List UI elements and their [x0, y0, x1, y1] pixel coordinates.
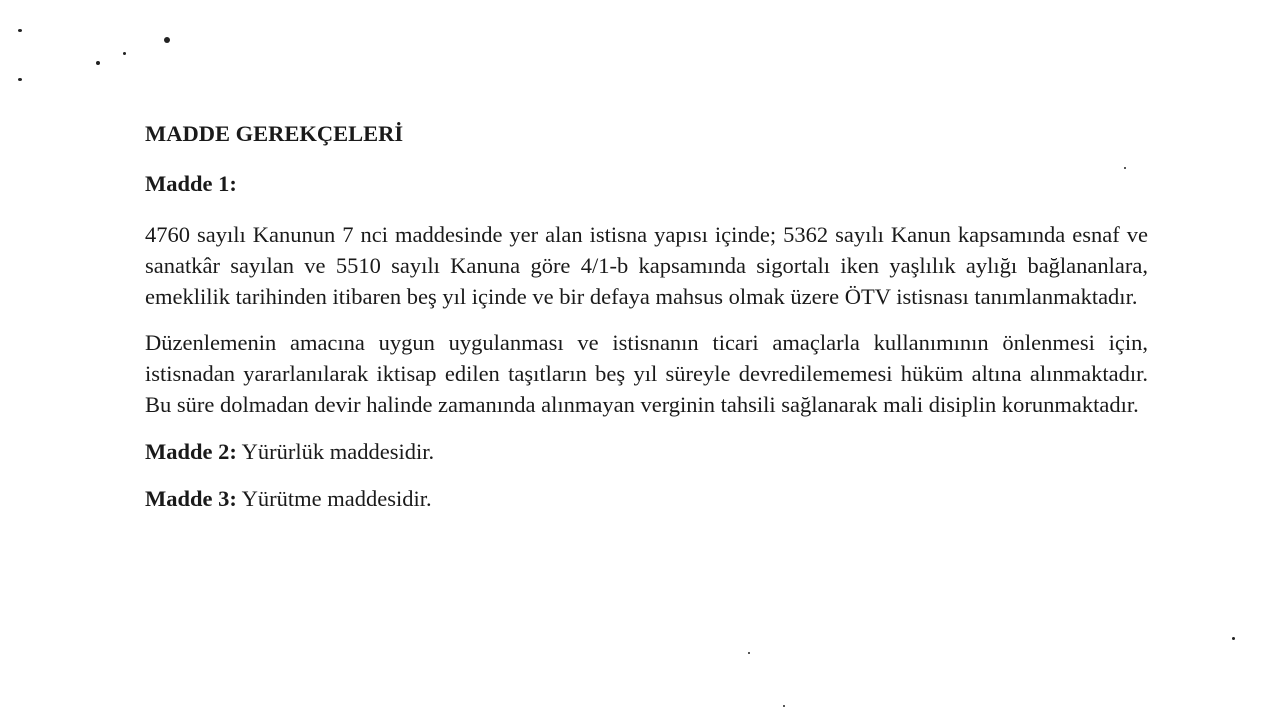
scan-speck [18, 78, 22, 81]
scan-speck [1232, 637, 1235, 640]
madde-3-label: Madde 3: [145, 486, 237, 511]
madde-1-paragraph-1: 4760 sayılı Kanunun 7 nci maddesinde yer alan istisna yapısı içinde; 5362 sayılı Kanun kapsamında esnaf ve sanatkâr sayılan ve 5510 sayılı Kanuna göre 4/1-b kapsamında sigortalı iken yaşlılık aylığı bağlananlara, emeklilik tarihinden itibaren beş yıl içinde ve bir defaya mahsus olmak üzere ÖTV istisnası tanımlanmaktadır. [145, 222, 1148, 309]
scan-speck [96, 61, 100, 65]
madde-2-text: Yürürlük maddesidir. [241, 439, 435, 464]
scan-speck [164, 37, 170, 43]
scan-speck [123, 52, 126, 55]
document-body [145, 118, 1148, 514]
madde-1-paragraph-2: Düzenlemenin amacına uygun uygulanması ve istisnanın ticari amaçlarla kullanımının önlenmesi için, istisnadan yararlanılarak iktisap edilen taşıtların beş yıl süreyle devredilememesi hüküm altına alınmaktadır. Bu süre dolmadan devir halinde zamanında alınmayan verginin tahsili sağlanarak mali disiplin korunmaktadır. [145, 330, 1148, 417]
madde-3-text: Yürütme maddesidir. [241, 486, 432, 511]
madde-2 [145, 436, 1148, 467]
madde-3 [145, 483, 1148, 514]
madde-1-label: Madde 1: [145, 171, 237, 196]
scan-speck [748, 652, 750, 654]
document-heading: MADDE GEREKÇELERİ [145, 121, 404, 146]
madde-2-label: Madde 2: [145, 439, 237, 464]
scan-speck [783, 705, 785, 707]
scan-speck [18, 29, 22, 32]
